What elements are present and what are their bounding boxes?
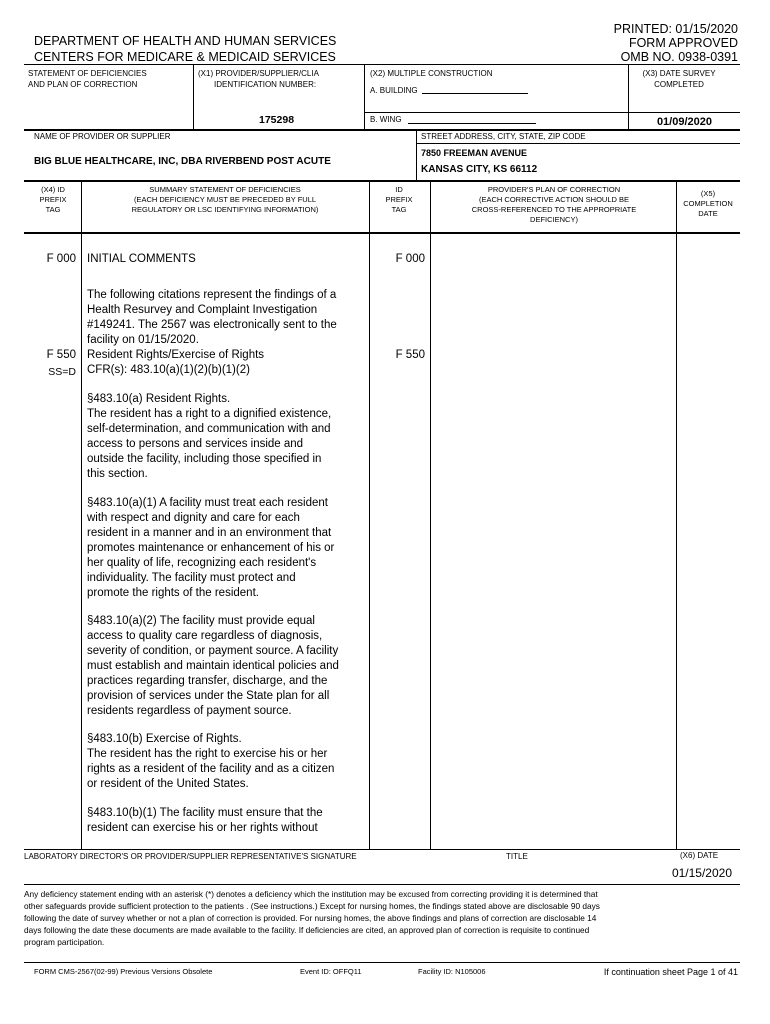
page-number: If continuation sheet Page 1 of 41 <box>603 967 738 977</box>
body-line: self-determination, and communication with and <box>87 423 331 435</box>
body-line: The resident has a right to a dignified existence, <box>87 408 332 420</box>
x3-label-1: (X3) DATE SURVEY <box>642 69 716 78</box>
printed-date: PRINTED: 01/15/2020 <box>613 22 738 36</box>
tag-f000: F 000 <box>46 253 76 265</box>
body-line: individuality. The facility must protect and <box>87 572 296 584</box>
body-line: The following citations represent the findings of a <box>87 289 337 301</box>
street-address-label: STREET ADDRESS, CITY, STATE, ZIP CODE <box>421 132 586 141</box>
body-line: or resident of the United States. <box>87 778 249 790</box>
survey-date: 01/09/2020 <box>656 116 712 128</box>
x3-label-2: COMPLETED <box>654 80 704 89</box>
body-line: CFR(s): 483.10(a)(1)(2)(b)(1)(2) <box>87 364 250 376</box>
wing-label: B. WING <box>370 115 402 124</box>
body-line: §483.10(a)(2) The facility must provide equal <box>87 615 315 627</box>
body-line: promotes maintenance or enhancement of his or <box>87 542 335 554</box>
provider-number: 175298 <box>259 114 295 126</box>
body-line: must establish and maintain identical policies and <box>87 660 339 672</box>
body-line: facility on 01/15/2020. <box>87 334 199 346</box>
body-line: this section. <box>87 468 148 480</box>
body-line: resident in a manner and in an environment that <box>87 527 332 539</box>
event-id: Event ID: OFFQ11 <box>300 967 362 976</box>
building-label: A. BUILDING <box>370 86 418 95</box>
summary-heading: SUMMARY STATEMENT OF DEFICIENCIES (EACH DEFICIENCY MUST BE PRECEDED BY FULL REGULATORY OR LSC IDENTIFYING INFORMATION) <box>131 185 319 214</box>
x6-date-label: (X6) DATE <box>680 851 719 860</box>
body-line: provision of services under the State plan for all <box>87 690 330 702</box>
scope-severity: SS=D <box>48 366 76 378</box>
body-line: rights as a resident of the facility and as a citizen <box>87 763 335 775</box>
body-line: outside the facility, including those specified in <box>87 453 322 465</box>
body-line: INITIAL COMMENTS <box>87 253 196 265</box>
body-line: The resident has the right to exercise his or her <box>87 748 328 760</box>
provider-name-label: NAME OF PROVIDER OR SUPPLIER <box>34 132 171 141</box>
body-line: access to persons and services inside and <box>87 438 304 450</box>
x1-label-1: (X1) PROVIDER/SUPPLIER/CLIA <box>198 69 319 78</box>
signature-label: LABORATORY DIRECTOR'S OR PROVIDER/SUPPLIER REPRESENTATIVE'S SIGNATURE <box>24 852 357 861</box>
body-line: practices regarding transfer, discharge, and the <box>87 675 328 687</box>
body-line: #149241. The 2567 was electronically sent to the <box>87 319 337 331</box>
body-line: residents regardless of payment source. <box>87 705 292 717</box>
body-line: her quality of life, recognizing each resident's <box>87 557 317 569</box>
statement-label-1: STATEMENT OF DEFICIENCIES <box>28 69 147 78</box>
street-address: 7850 FREEMAN AVENUE <box>421 148 528 158</box>
body-line: Resident Rights/Exercise of Rights <box>87 349 265 361</box>
x1-label-2: IDENTIFICATION NUMBER: <box>214 80 317 89</box>
body-line: §483.10(b) Exercise of Rights. <box>87 733 242 745</box>
body-line: Health Resurvey and Complaint Investigation <box>87 304 318 316</box>
disclosure-footnote: Any deficiency statement ending with an asterisk (*) denotes a deficiency which the institution may be excused from correcting providing it is determined that other safeguards provide sufficient protection to the patients . (See instructions.) Except for nursing homes, the findings stated above are disclosable 90 days following the date of survey whether or not a plan of correction is provided. For nursing homes, the above findings and plans of correction are disclosable 14 days following the date these documents are made available to the facility. If deficiencies are cited, an approved plan of correction is requisite to continued program participation. <box>24 889 600 947</box>
body-line: promote the rights of the resident. <box>87 587 259 599</box>
body-line: §483.10(a) Resident Rights. <box>87 393 231 405</box>
omb-number: OMB NO. 0938-0391 <box>620 50 738 64</box>
statement-label-2: AND PLAN OF CORRECTION <box>28 80 138 89</box>
title-label: TITLE <box>506 852 528 861</box>
plan-tag-f550: F 550 <box>395 349 425 361</box>
facility-id: Facility ID: N105006 <box>418 967 486 976</box>
body-line: §483.10(a)(1) A facility must treat each resident <box>87 497 328 509</box>
body-line: resident can exercise his or her rights without <box>87 822 318 834</box>
form-number: FORM CMS-2567(02-99) Previous Versions Obsolete <box>34 967 213 976</box>
signature-date: 01/15/2020 <box>671 866 732 880</box>
tag-f550: F 550 <box>46 349 76 361</box>
body-line: §483.10(b)(1) The facility must ensure that the <box>87 807 323 819</box>
plan-heading: PROVIDER'S PLAN OF CORRECTION (EACH CORRECTIVE ACTION SHOULD BE CROSS-REFERENCED TO THE APPROPRIATE DEFICIENCY) <box>471 185 637 224</box>
body-line: with respect and dignity and care for each <box>87 512 300 524</box>
form-approved: FORM APPROVED <box>628 36 738 50</box>
provider-name: BIG BLUE HEALTHCARE, INC, DBA RIVERBEND POST ACUTE <box>34 156 331 167</box>
x5-heading: (X5) COMPLETION DATE <box>683 189 733 218</box>
body-line: access to quality care regardless of diagnosis, <box>87 630 323 642</box>
id-heading: ID PREFIX TAG <box>385 185 413 214</box>
x2-label: (X2) MULTIPLE CONSTRUCTION <box>370 69 493 78</box>
x4-heading: (X4) ID PREFIX TAG <box>39 185 67 214</box>
body-line: severity of condition, or payment source. A facility <box>87 645 339 657</box>
cms-title: CENTERS FOR MEDICARE & MEDICAID SERVICES <box>34 50 336 64</box>
plan-tag-f000: F 000 <box>395 253 425 265</box>
department-title: DEPARTMENT OF HEALTH AND HUMAN SERVICES <box>34 34 337 48</box>
city-state-zip: KANSAS CITY, KS 66112 <box>421 164 538 175</box>
